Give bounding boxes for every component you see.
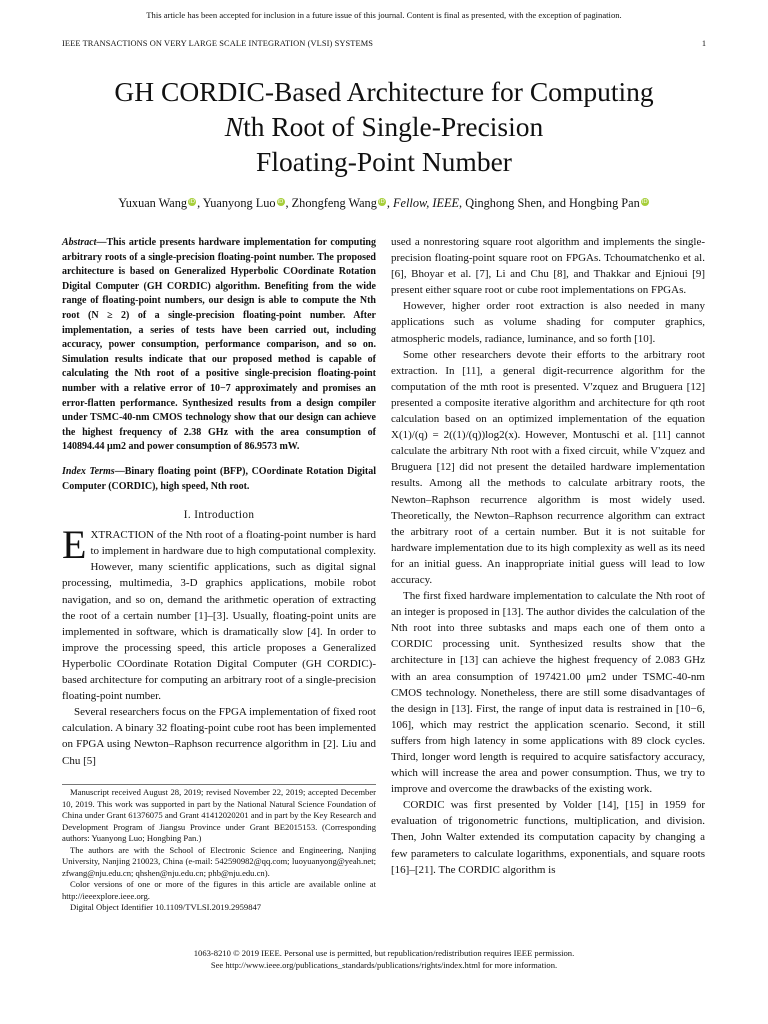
section-heading: I. Introduction — [183, 509, 255, 522]
copyright-line-1: 1063-8210 © 2019 IEEE. Personal use is permitted, but republication/redistribution requires IEEE permission. — [193, 948, 575, 958]
footnote-affiliation: The authors are with the School of Electronic Science and Engineering, Nanjing University, Nanjing 210023, China (e-mail: 542590982@qq.com; luoyuanyong@yeah.net; zfwang@nju.edu.cn; qhshen@nju.edu.cn; phb@nju.edu.cn). — [62, 844, 376, 878]
orcid-icon[interactable]: iD — [189, 199, 195, 205]
footnote-color-versions: Color versions of one or more of the figures in this article are available online at http://ieeexplore.ieee.org. — [62, 879, 376, 901]
author-2: Yuanyong Luo — [202, 196, 276, 210]
title-n-variable: N — [224, 111, 244, 142]
paper-title — [0, 74, 768, 179]
right-paragraph-1: used a nonrestoring square root algorithm and implements the single-precision floating-point square root on FPGAs. Tchoumatchenko et al. [6], Bhoyar et al. [7], Li and Chu [8], and Thakkar and Ejnioui [9] present either square root or cube root implementations on FPGAs. — [391, 236, 705, 297]
title-line-1: GH CORDIC-Based Architecture for Computing — [114, 76, 654, 107]
intro-paragraph-1 — [62, 522, 376, 704]
drop-cap: E — [62, 522, 87, 568]
abstract — [62, 236, 376, 455]
acceptance-notice: This article has been accepted for inclusion in a future issue of this journal. Content is final as presented, with the exception of pagination. — [146, 10, 622, 20]
title-line-3: Floating-Point Number — [256, 146, 512, 177]
footnote-doi: Digital Object Identifier 10.1109/TVLSI.2019.2959847 — [70, 902, 262, 912]
copyright-footer — [0, 948, 768, 971]
right-paragraph-3: Some other researchers devote their efforts to the arbitrary root extraction. In [11], a general digit-recurrence algorithm for the computation of the mth root is presented. V'zquez and Bruguera [12] presented a composite iterative algorithm and architecture for qth root calculation based on an optimized implementation of the equation X(1)/(q) = 2((1)/(q))log2(x). However, Montuschi et al. [11] cannot calculate the arbitrary Nth root with a fixed circuit, while V'zquez and Bruguera [12] did not present the detailed hardware implementation results. Among all the methods to calculate arbitrary roots, the Newton–Raphson recurrence algorithm is most widely used. Theoretically, the Newton–Raphson recurrence algorithm can extract the arbitrary root of a certain number. But it is not suitable for hardware implementation due to its high complexity as well as its need for an initial guess. An inappropriate initial guess will lead to low accuracy. — [391, 348, 705, 586]
right-paragraph-2: However, higher order root extraction is also needed in many applications such as volume shading for computer graphics, atmospheric models, radiance, luminance, and so forth [10]. — [391, 300, 705, 345]
running-head: IEEE TRANSACTIONS ON VERY LARGE SCALE INTEGRATION (VLSI) SYSTEMS — [62, 39, 373, 48]
right-paragraph-5: CORDIC was first presented by Volder [14], [15] in 1959 for evaluation of trigonometric functions, multiplication, and division. Then, John Walter extended its computation capacity by changing a few parameters to calculate logarithms, exponentials, and square roots [16]–[21]. The CORDIC algorithm is — [391, 799, 705, 876]
intro-paragraph-1-text: XTRACTION of the Nth root of a floating-point number is hard to implement in hardware due to high computational complexity. However, many scientific applications, such as digital signal processing, multimedia, 3-D graphics applications, mobile robot navigation, and so on, demand the arithmetic operation of extracting the root of a certain number [1]–[3]. Usually, floating-point units are implemented in software, which is dramatically slow [4]. In order to improve the processing speed, this article proposes a Generalized Hyperbolic COordinate Rotation Digital Computer (GH CORDIC)-based architecture for computing an arbitrary root of a single-precision floating-point number. — [62, 529, 376, 703]
title-line-2-text: th Root of Single-Precision — [243, 111, 544, 142]
author-3-fellow: Fellow, IEEE — [393, 196, 460, 210]
abstract-text: —This article presents hardware implementation for computing arbitrary roots of a single-precision floating-point number. The proposed architecture is based on Generalized Hyperbolic COordinate Rotation Digital Computer (GH CORDIC) algorithm. Benefiting from the wide range of floating-point numbers, our design is able to compute the Nth root (N ≥ 2) of a single-precision floating-point number. After implementation, a series of tests have been carried out, including accuracy, power consumption, performance comparison, and so on. Simulation results indicate that our proposed method is capable of calculating the Nth root of a positive single-precision floating-point number with a relative error of 10−7 approximately and promises an error-flatten performance. Synthesized results from a design compiler under TSMC-40-nm CMOS technology show that our design can achieve the highest frequency of 2.38 GHz with the area consumption of 140894.44 μm2 and power consumption of 86.9573 mW. — [62, 237, 376, 453]
right-column — [391, 234, 705, 878]
footnote-manuscript: Manuscript received August 28, 2019; revised November 22, 2019; accepted December 10, 2019. This work was supported in part by the National Natural Science Foundation of China under Grant 61376075 and Grant 41412020201 and in part by the Key Research and Development Program of Jiangsu Province under Grant BE2015153. (Corresponding authors: Yuanyong Luo; Hongbing Pan.) — [62, 787, 376, 843]
index-terms-text: —Binary floating point (BFP), COordinate Rotation Digital Computer (CORDIC), high speed, Nth root. — [62, 465, 376, 492]
orcid-icon[interactable]: iD — [277, 199, 284, 205]
author-1: Yuxuan Wang — [118, 196, 188, 210]
intro-paragraph-2: Several researchers focus on the FPGA implementation of fixed root calculation. A binary 32 floating-point cube root has been implemented on FPGA using Newton–Raphson recurrence algorithm in [2]. Liu and Chu [5] — [62, 706, 376, 767]
orcid-icon[interactable]: iD — [378, 199, 385, 205]
orcid-icon[interactable]: iD — [641, 199, 648, 205]
page-number: 1 — [701, 39, 706, 48]
right-paragraph-4: The first fixed hardware implementation to calculate the Nth root of an integer is proposed in [13]. The author divides the calculation of the Nth root into three subtasks and maps each one of them onto a CORDIC processing unit. Synthesized results show that the architecture in [13] can achieve the highest frequency of 2.083 GHz with an area consumption of 197421.00 μm2 under TSMC-40-nm CMOS technology. Nonetheless, there are still some disadvantages of the design in [13]. First, the range of input data is restrained in [10−6, 106], which may restrict the application scenario. Second, it still suffers from high latency in some applications with 89 clock cycles. Third, longer word length is required to acquire satisfactory accuracy, which will increase the area and power consumption. Thus, we try to improve and overcome the drawbacks of the existing work. — [391, 590, 705, 796]
copyright-line-2: See http://www.ieee.org/publications_standards/publications/rights/index.html for more information. — [210, 959, 558, 970]
index-terms-lead: Index Terms — [62, 465, 115, 477]
author-4-5: Qinghong Shen, and Hongbing Pan — [465, 196, 640, 210]
author-list: Yuxuan Wang iD , Yuanyong Luo iD , Zhongfeng Wang iD , Fellow, IEEE, Qinghong Shen, and Hongbing Pan iD — [118, 196, 648, 210]
author-3: Zhongfeng Wang — [291, 196, 377, 210]
footnotes — [62, 784, 376, 914]
left-column — [62, 236, 376, 769]
title-line-2 — [0, 109, 768, 144]
index-terms — [62, 465, 376, 494]
abstract-lead: Abstract — [62, 237, 97, 248]
